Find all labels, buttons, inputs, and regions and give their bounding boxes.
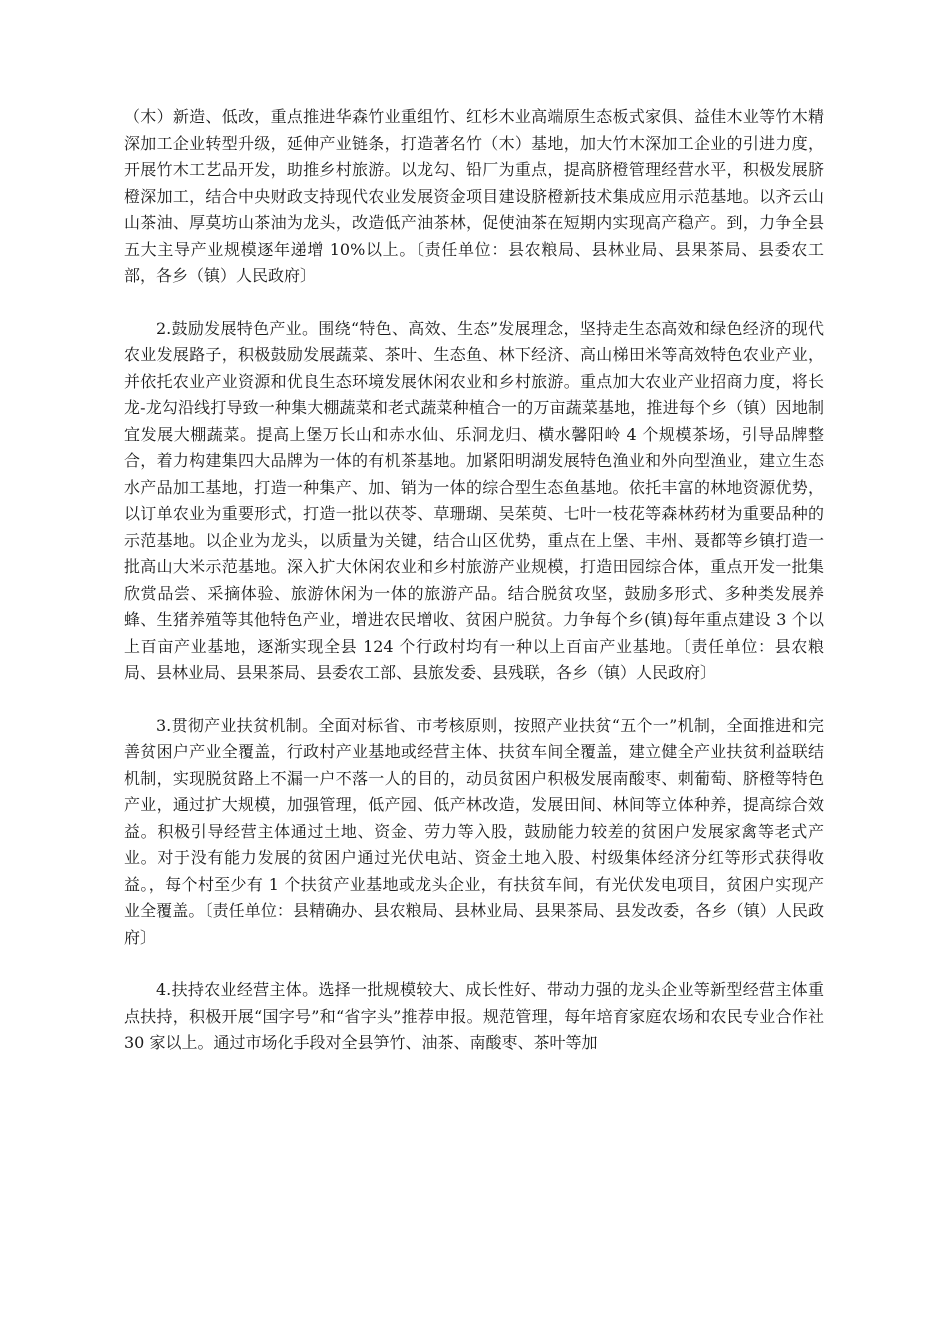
paragraph-3: 3.贯彻产业扶贫机制。全面对标省、市考核原则，按照产业扶贫“五个一”机制，全面推进和完善贫困户产业全覆盖，行政村产业基地或经营主体、扶贫车间全覆盖，建立健全产业扶贫利益联结机制，实现脱贫路上不漏一户不落一人的目的，动员贫困户积极发展南酸枣、刺葡萄、脐橙等特色产业，通过扩大规模，加强管理，低产园、低产林改造，发展田间、林间等立体种养，提高综合效益。积极引导经营主体通过土地、资金、劳力等入股，鼓励能力较差的贫困户发展家禽等老式产业。对于没有能力发展的贫困户通过光伏电站、资金土地入股、村级集体经济分红等形式获得收益。，每个村至少有 1 个扶贫产业基地或龙头企业，有扶贫车间，有光伏发电项目，贫困户实现产业全覆盖。〔责任单位：县精确办、县农粮局、县林业局、县果茶局、县发改委，各乡（镇）人民政府〕 [124, 715, 824, 947]
paragraph-1: （木）新造、低改，重点推进华森竹业重组竹、红杉木业高端原生态板式家俱、益佳木业等竹木精深加工企业转型升级，延伸产业链条，打造著名竹（木）基地，加大竹木深加工企业的引进力度，开展竹木工艺品开发，助推乡村旅游。以龙勾、铅厂为重点，提高脐橙管理经营水平，积极发展脐橙深加工，结合中央财政支持现代农业发展资金项目建设脐橙新技术集成应用示范基地。以齐云山山茶油、厚莫坊山茶油为龙头，改造低产油茶林，促使油茶在短期内实现高产稳产。到，力争全县五大主导产业规模逐年递增 10%以上。〔责任单位：县农粮局、县林业局、县果茶局、县委农工部，各乡（镇）人民政府〕 [124, 107, 824, 285]
paragraph-4: 4.扶持农业经营主体。选择一批规模较大、成长性好、带动力强的龙头企业等新型经营主体重点扶持，积极开展“国字号”和“省字头”推荐申报。规范管理，每年培育家庭农场和农民专业合作社 30 家以上。通过市场化手段对全县笋竹、油茶、南酸枣、茶叶等加 [124, 980, 824, 1052]
paragraph-2: 2.鼓励发展特色产业。围绕“特色、高效、生态”发展理念，坚持走生态高效和绿色经济的现代农业发展路子，积极鼓励发展蔬菜、茶叶、生态鱼、林下经济、高山梯田米等高效特色农业产业，并依托农业产业资源和优良生态环境发展休闲农业和乡村旅游。重点加大农业产业招商力度，将长龙-龙勾沿线打导致一种集大棚蔬菜和老式蔬菜种植合一的万亩蔬菜基地，推进每个乡（镇）因地制宜发展大棚蔬菜。提高上堡万长山和赤水仙、乐洞龙归、横水馨阳岭 4 个规模茶场，引导品牌整合，着力构建集四大品牌为一体的有机茶基地。加紧阳明湖发展特色渔业和外向型渔业，建立生态水产品加工基地，打造一种集产、加、销为一体的综合型生态鱼基地。依托丰富的林地资源优势，以订单农业为重要形式，打造一批以茯苓、草珊瑚、吴茱萸、七叶一枝花等森林药材为重要品种的示范基地。以企业为龙头，以质量为关键，结合山区优势，重点在上堡、丰州、聂都等乡镇打造一批高山大米示范基地。深入扩大休闲农业和乡村旅游产业规模，打造田园综合体，重点开发一批集欣赏品尝、采摘体验、旅游休闲为一体的旅游产品。结合脱贫攻坚，鼓励多形式、多种类发展养蜂、生猪养殖等其他特色产业，增进农民增收、贫困户脱贫。力争每个乡(镇)每年重点建设 3 个以上百亩产业基地，逐渐实现全县 124 个行政村均有一种以上百亩产业基地。〔责任单位：县农粮局、县林业局、县果茶局、县委农工部、县旅发委、县残联，各乡（镇）人民政府〕 [124, 318, 824, 682]
document-body [124, 104, 824, 1083]
